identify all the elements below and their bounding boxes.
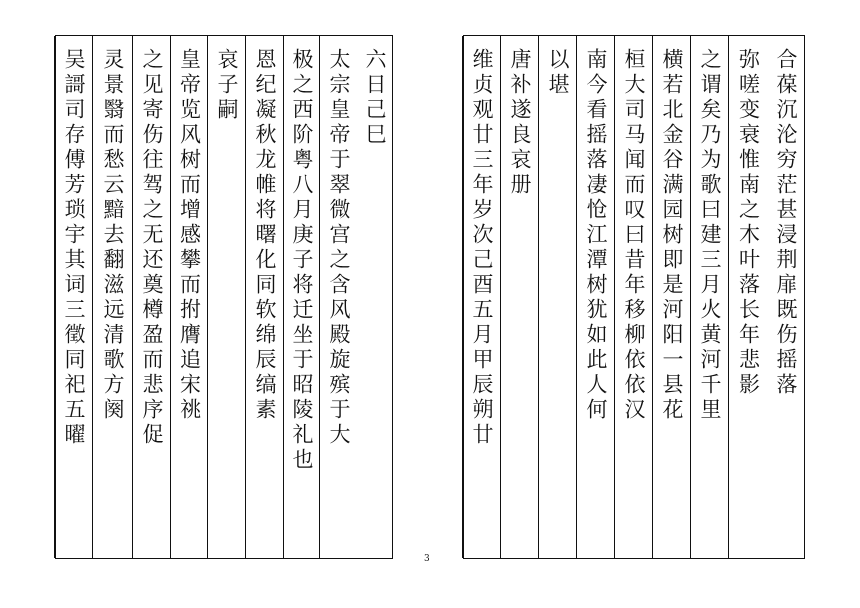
column-text: 横若北金谷满园树即是河阳一县花 [660, 48, 684, 423]
text-column [538, 36, 576, 558]
column-text: 南今看摇落凄怆江潭树犹如此人何 [584, 48, 608, 423]
column-text: 之见寄伤往驾之无还奠樽盈而悲序促 [140, 48, 164, 448]
left-page [55, 35, 393, 559]
column-text: 皇帝览风树而增感攀而拊膺追宋祧 [177, 48, 202, 423]
text-column [207, 36, 245, 558]
column-text: 桓大司马闻而叹曰昔年移柳依依汉 [622, 48, 646, 423]
text-column [170, 36, 207, 558]
column-text: 灵景翳而愁云黯去翻滋远清歌方阕 [101, 48, 125, 423]
text-column [283, 36, 319, 558]
text-column [690, 36, 728, 558]
page-number: 3 [424, 554, 430, 564]
column-text: 恩纪凝秋龙帷将曙化同软绵辰缟素 [253, 48, 277, 423]
text-column [728, 36, 767, 558]
text-column [357, 36, 392, 558]
text-column [245, 36, 283, 558]
column-text: 太宗皇帝于翠微宫之含风殿旋殡于大 [327, 48, 351, 448]
column-text: 唐补遂良哀册 [508, 48, 532, 198]
text-column [132, 36, 170, 558]
column-text: 吴謌司存傅芳琐宇其词三徵同祀五曜 [62, 48, 86, 448]
text-column [652, 36, 690, 558]
column-text: 以堪 [546, 48, 570, 98]
column-text: 合葆沉沦穷茫甚浸荆扉既伤摇落 [774, 48, 798, 398]
column-text: 维贞观廿三年岁次己酉五月甲辰朔廿 [470, 48, 494, 448]
right-page [463, 35, 805, 559]
text-column [462, 36, 500, 558]
text-column [576, 36, 614, 558]
column-text: 之谓矣乃为歌曰建三月火黄河千里 [698, 48, 722, 423]
column-text: 极之西阶粤八月庚子将迁坐于昭陵礼也 [290, 48, 314, 473]
text-column [54, 36, 92, 558]
text-column [500, 36, 538, 558]
text-column [767, 36, 804, 558]
text-column [319, 36, 357, 558]
text-column [92, 36, 132, 558]
text-column [614, 36, 652, 558]
column-text: 哀子嗣 [215, 48, 239, 123]
column-text: 弥嗟变衰惟南之木叶落长年悲影 [736, 48, 761, 398]
column-text: 六日己巳 [363, 48, 387, 148]
